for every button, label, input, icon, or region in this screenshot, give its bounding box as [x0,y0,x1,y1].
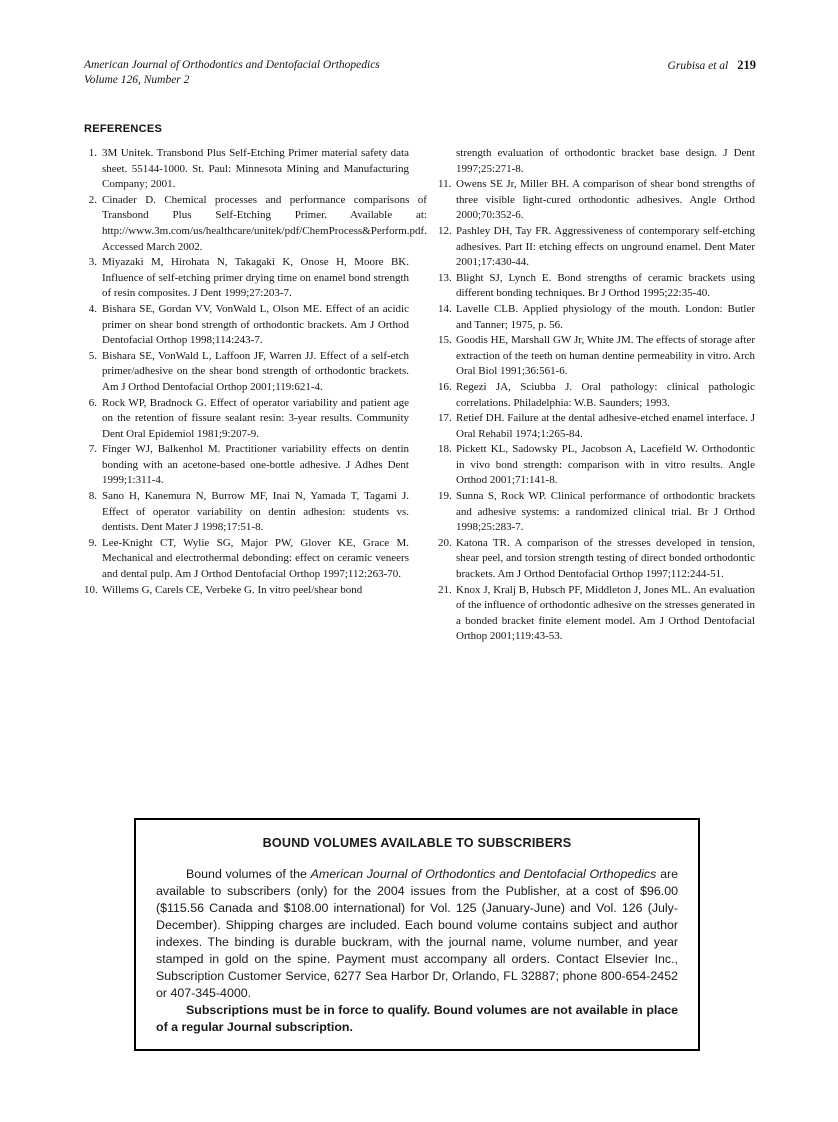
reference-number: 16. [438,380,452,393]
reference-number: 9. [88,536,97,549]
references-column-right [438,146,755,645]
reference-number: 10. [84,583,98,596]
reference-number: 13. [438,271,452,284]
reference-item [438,411,755,442]
reference-number: 20. [438,536,452,549]
reference-number: 6. [88,396,97,409]
reference-item [84,146,409,193]
reference-text: Katona TR. A comparison of the stresses developed in tension, shear peel, and torsion strength testing of direct bonded orthodontic brackets. Am J Orthod Dentofacial Orthop 1997;112:244-51. [456,536,755,581]
page-number: 219 [737,58,756,72]
reference-number: 8. [88,490,97,503]
reference-text: Bishara SE, Gordan VV, VonWald L, Olson ME. Effect of an acidic primer on shear bond strength of orthodontic brackets. Am J Orthod Dentofacial Orthop 1998;114:243-7. [102,302,409,347]
reference-item [84,349,409,396]
journal-info [84,58,380,88]
reference-text: Willems G, Carels CE, Verbeke G. In vitro peel/shear bond [102,583,363,596]
reference-item [84,536,409,583]
reference-item [84,442,409,489]
reference-number: 15. [438,334,452,347]
reference-item [84,583,409,599]
reference-number: 11. [438,178,452,191]
reference-item [438,380,755,411]
reference-text: strength evaluation of orthodontic bracket base design. J Dent 1997;25:271-8. [456,147,755,175]
subscription-note: Subscriptions must be in force to qualify. Bound volumes are not available in place of a regular Journal subscription. [156,1003,678,1034]
running-header [84,58,756,88]
reference-text: Regezi JA, Sciubba J. Oral pathology: clinical pathologic correlations. Philadelphia: W.B. Saunders; 1993. [456,380,755,409]
reference-item [438,333,755,380]
reference-number: 5. [88,349,97,362]
reference-text: Miyazaki M, Hirohata N, Takagaki K, Onose H, Moore BK. Influence of self-etching primer drying time on enamel bond strength of resin composites. J Dent 1999;27:203-7. [102,256,409,300]
reference-item [438,271,755,302]
reference-number [438,146,456,177]
reference-item [438,302,755,333]
references-column-left [84,146,427,645]
journal-title: American Journal of Orthodontics and Dentofacial Orthopedics [84,59,380,71]
reference-text: Blight SJ, Lynch E. Bond strengths of ceramic brackets using different bonding techniques. Br J Orthod 1995;22:35-40. [456,271,755,300]
reference-text: Rock WP, Bradnock G. Effect of operator variability and patient age on the retention of fissure sealant resin: 3-year results. Community Dent Oral Epidemiol 1981;9:207-9. [102,396,409,440]
reference-number: 4. [88,302,97,315]
box-journal-name: American Journal of Orthodontics and Dentofacial Orthopedics [310,867,657,881]
bound-volumes-paragraph [156,866,678,1002]
reference-item [438,177,755,224]
reference-number: 21. [438,583,452,596]
running-head-right [668,58,756,74]
reference-text: Bishara SE, VonWald L, Laffoon JF, Warren JJ. Effect of a self-etch primer/adhesive on the shear bond strength of orthodontic brackets. Am J Orthod Dentofacial Orthop 2001;119:621-4. [102,349,409,393]
reference-item [438,224,755,271]
reference-text: Retief DH. Failure at the dental adhesive-etched enamel interface. J Oral Rehabil 1974;1:265-84. [456,412,755,440]
reference-text: Sunna S, Rock WP. Clinical performance of orthodontic brackets and adhesive systems: a randomized clinical trial. Br J Orthod 1998;25:283-7. [456,490,755,534]
reference-item [84,489,409,536]
reference-text: Sano H, Kanemura N, Burrow MF, Inai N, Yamada T, Tagami J. Effect of operator variability on dentin adhesion: students vs. dentists. Dent Mater J 1998;17:51-8. [102,490,409,534]
box-paragraph-start: Bound volumes of the [186,867,311,881]
reference-text: Cinader D. Chemical processes and performance comparisons of Transbond Plus Self-Etching Primer. Available at: http://www.3m.com/us/healthcare/unitek/pdf/ChemProcess&Perform.pdf. Accessed March 2002. [102,193,427,253]
reference-text: 3M Unitek. Transbond Plus Self-Etching Primer material safety data sheet. 55144-1000. St. Paul: Minnesota Mining and Manufacturing Company; 2001. [102,147,409,191]
reference-item [84,302,409,349]
reference-item [438,536,755,583]
reference-text: Pashley DH, Tay FR. Aggressiveness of contemporary self-etching adhesives. Part II: etching effects on unground enamel. Dent Mater 2001;17:430-44. [456,224,755,269]
reference-item [438,442,755,489]
reference-number: 1. [88,147,97,159]
reference-number: 7. [88,443,97,456]
reference-item [84,255,409,302]
bound-volumes-box-title: BOUND VOLUMES AVAILABLE TO SUBSCRIBERS [262,836,572,850]
reference-item [438,489,755,536]
reference-text: Knox J, Kralj B, Hubsch PF, Middleton J, Jones ML. An evaluation of the influence of orthodontic adhesive on the stresses generated in a bonded bracket finite element model. Am J Orthod Dentofacial Orthop 2001;119:43-53. [456,583,755,643]
reference-item [84,396,409,443]
reference-number: 3. [88,256,97,269]
reference-item [84,193,427,255]
reference-text: Pickett KL, Sadowsky PL, Jacobson A, Lacefield W. Orthodontic in vivo bond strength: comparison with in vitro results. Angle Orthod 2001;71:141-8. [456,443,755,487]
reference-number: 17. [438,412,452,425]
references-heading: REFERENCES [84,123,163,135]
reference-item [438,583,755,645]
reference-number: 2. [88,193,97,206]
box-paragraph-rest: are available to subscribers (only) for the 2004 issues from the Publisher, at a cost of $96.00 ($115.56 Canada and $108.00 international) for Vol. 125 (January-June) and Vol. 126 (July-December). Shipping charges are included. Each bound volume contains subject and author indexes. The binding is durable buckram, with the journal name, volume number, and year stamped in gold on the spine. Payment must accompany all orders. Contact Elsevier Inc., Subscription Customer Service, 6277 Sea Harbor Dr, Orlando, FL 32887; phone 800-654-2452 or 407-345-4000. [156,867,678,1000]
reference-text: Owens SE Jr, Miller BH. A comparison of shear bond strengths of three visible light-cured orthodontic adhesives. Angle Orthod 2000;70:352-6. [456,178,755,222]
reference-number: 14. [438,302,452,315]
reference-text: Goodis HE, Marshall GW Jr, White JM. The effects of storage after extraction of the teeth on human dentine permeability in vitro. Arch Oral Biol 1991;36:561-6. [456,334,755,378]
reference-text: Lee-Knight CT, Wylie SG, Major PW, Glover KE, Grace M. Mechanical and electrothermal debonding: effect on ceramic veneers and dental pulp. Am J Orthod Dentofacial Orthop 1997;112:263-70. [102,536,409,581]
journal-volume-line: Volume 126, Number 2 [84,74,190,86]
reference-text: Finger WJ, Balkenhol M. Practitioner variability effects on dentin bonding with an acetone-based one-bottle adhesive. J Adhes Dent 1999;1:311-4. [102,443,409,487]
bound-volumes-box [134,818,700,1051]
reference-number: 12. [438,224,452,237]
reference-text: Lavelle CLB. Applied physiology of the mouth. London: Butler and Tanner; 1975, p. 56. [456,302,755,331]
running-authors: Grubisa et al [667,60,729,72]
references-columns [84,146,755,645]
reference-continuation [438,146,755,177]
reference-number: 19. [438,490,452,503]
reference-number: 18. [438,443,452,456]
